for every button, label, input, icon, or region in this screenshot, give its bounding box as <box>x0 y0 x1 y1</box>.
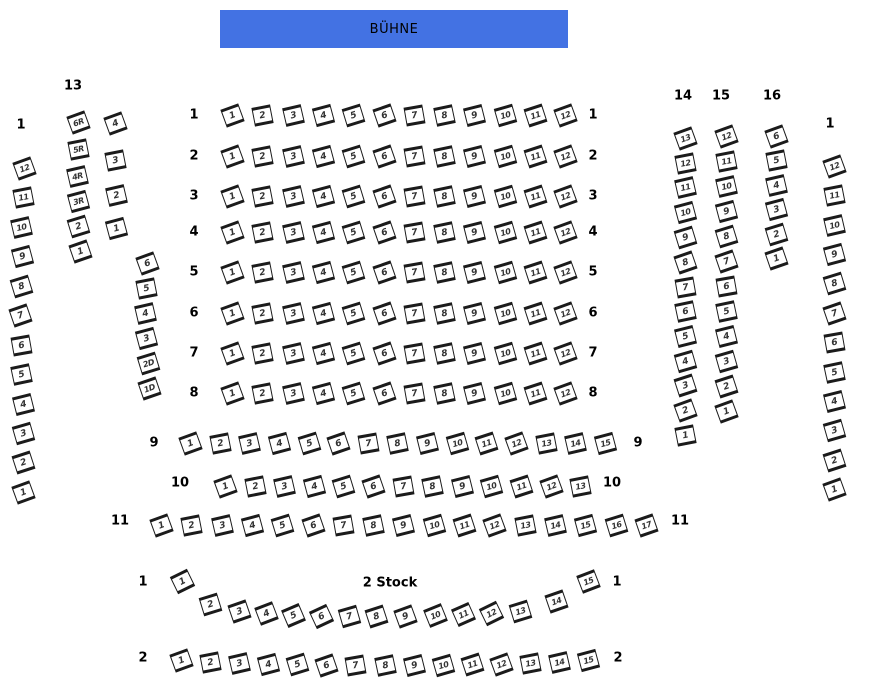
seat[interactable]: 15 <box>576 648 599 671</box>
seat[interactable]: 3 <box>228 652 251 675</box>
seat[interactable]: 14 <box>544 514 567 537</box>
seat[interactable]: 4R <box>66 165 89 188</box>
seat[interactable]: 10 <box>493 260 517 284</box>
seat[interactable]: 7 <box>714 249 738 273</box>
seat[interactable]: 4 <box>311 144 334 167</box>
seat[interactable]: 4 <box>714 324 737 347</box>
seat[interactable]: 9 <box>462 144 485 167</box>
seat[interactable]: 3 <box>238 432 261 455</box>
row-label: 14 <box>673 88 693 104</box>
seat[interactable]: 6 <box>361 474 385 498</box>
seat[interactable]: 12 <box>714 124 738 148</box>
row-label: 11 <box>670 513 690 529</box>
seat[interactable]: 5 <box>135 277 157 299</box>
seat[interactable]: 13 <box>514 514 536 536</box>
seat[interactable]: 2 <box>251 221 273 243</box>
seat[interactable]: 4 <box>311 341 334 364</box>
seat[interactable]: 2 <box>251 104 273 126</box>
seat[interactable]: 10 <box>423 603 448 628</box>
seat[interactable]: 10 <box>715 175 738 198</box>
seat[interactable]: 3 <box>282 342 305 365</box>
seat[interactable]: 10 <box>493 381 517 405</box>
seat[interactable]: 2 <box>66 214 90 238</box>
seat[interactable]: 5 <box>285 652 309 676</box>
seat[interactable]: 2 <box>105 184 128 207</box>
seat[interactable]: 12 <box>553 381 577 405</box>
seat[interactable]: 4 <box>267 431 290 454</box>
seat[interactable]: 2 <box>251 145 273 167</box>
seat[interactable]: 4 <box>765 174 788 197</box>
seat[interactable]: 5 <box>341 103 365 127</box>
seat[interactable]: 8 <box>421 475 444 498</box>
seat[interactable]: 4 <box>103 111 127 135</box>
seat[interactable]: 1 <box>149 513 173 537</box>
seat[interactable]: 2 <box>251 302 273 324</box>
seat[interactable]: 2 <box>209 432 231 454</box>
seat[interactable]: 2 <box>251 185 273 207</box>
seat[interactable]: 5 <box>341 184 365 208</box>
seat[interactable]: 4 <box>311 301 334 324</box>
seat[interactable]: 9 <box>393 604 417 628</box>
seat[interactable]: 1 <box>68 239 92 263</box>
row-label: 2 <box>138 650 148 666</box>
seat[interactable]: 12 <box>482 513 506 537</box>
row-label: 9 <box>633 435 643 451</box>
seat[interactable]: 9 <box>462 184 485 207</box>
seat[interactable]: 12 <box>478 600 503 625</box>
seat[interactable]: 8 <box>433 104 456 127</box>
seat[interactable]: 5 <box>341 260 365 284</box>
seat[interactable]: 15 <box>576 569 601 594</box>
seat[interactable]: 4 <box>822 389 845 412</box>
seat[interactable]: 7 <box>392 475 414 497</box>
row-label: 4 <box>189 224 199 240</box>
row-label: 1 <box>588 107 598 123</box>
seat[interactable]: 3 <box>273 475 296 498</box>
seat[interactable]: 8 <box>374 654 397 677</box>
seat[interactable]: 9 <box>462 341 485 364</box>
seat[interactable]: 6 <box>372 103 396 127</box>
seat[interactable]: 9 <box>714 199 737 222</box>
seat[interactable]: 9 <box>450 474 473 497</box>
seat[interactable]: 4 <box>11 392 34 415</box>
seat[interactable]: 9 <box>822 242 845 265</box>
seat[interactable]: 10 <box>431 653 455 677</box>
seat[interactable]: 7 <box>403 302 425 324</box>
seat[interactable]: 11 <box>523 184 547 208</box>
seat[interactable]: 4 <box>302 474 325 497</box>
seat[interactable]: 2D <box>136 351 160 375</box>
seat[interactable]: 8 <box>433 342 456 365</box>
seat[interactable]: 10 <box>479 474 503 498</box>
seat[interactable]: 1 <box>220 184 244 208</box>
seat[interactable]: 6 <box>314 653 338 677</box>
seat[interactable]: 7 <box>357 432 379 454</box>
seat[interactable]: 12 <box>822 154 846 178</box>
seat[interactable]: 7 <box>403 145 425 167</box>
row-label: 6 <box>588 305 598 321</box>
seat[interactable]: 10 <box>493 184 517 208</box>
seat[interactable]: 9 <box>462 301 485 324</box>
seat[interactable]: 1 <box>220 144 244 168</box>
row-label: 5 <box>189 264 199 280</box>
seat[interactable]: 12 <box>674 152 696 174</box>
seat[interactable]: 5 <box>673 324 696 347</box>
seat[interactable]: 4 <box>256 652 279 675</box>
seat[interactable]: 3 <box>282 261 305 284</box>
seat[interactable]: 2 <box>244 475 266 497</box>
row-label: 15 <box>711 88 731 104</box>
seat[interactable]: 3 <box>714 349 738 373</box>
seat[interactable]: 3 <box>282 221 305 244</box>
seat[interactable]: 5 <box>823 361 846 384</box>
row-label: 2 Stock <box>362 575 418 591</box>
row-label: 1 <box>612 574 622 590</box>
seat[interactable]: 13 <box>569 475 591 497</box>
seat[interactable]: 5 <box>281 603 306 628</box>
row-label: 1 <box>16 117 26 133</box>
seat[interactable]: 4 <box>673 349 697 373</box>
seat[interactable]: 15 <box>593 431 616 454</box>
seat[interactable]: 9 <box>462 260 485 283</box>
seat[interactable]: 5 <box>765 149 787 171</box>
seat[interactable]: 12 <box>553 220 577 244</box>
seat[interactable]: 9 <box>462 103 485 126</box>
seat[interactable]: 6 <box>372 381 396 405</box>
seat[interactable]: 3 <box>673 373 697 397</box>
seat[interactable]: 1 <box>674 424 696 446</box>
seat[interactable]: 6 <box>372 341 396 365</box>
row-label: 3 <box>588 188 598 204</box>
seat[interactable]: 8 <box>433 185 456 208</box>
seat[interactable]: 11 <box>715 150 737 172</box>
seat[interactable]: 8 <box>433 382 456 405</box>
seat[interactable]: 6 <box>301 513 325 537</box>
seat[interactable]: 13 <box>673 126 697 150</box>
seat[interactable]: 2 <box>764 222 788 246</box>
row-label: 6 <box>189 305 199 321</box>
seat[interactable]: 12 <box>553 103 577 127</box>
seat[interactable]: 1D <box>137 376 161 400</box>
seat[interactable]: 6 <box>372 184 396 208</box>
seat[interactable]: 6 <box>372 144 396 168</box>
seat[interactable]: 14 <box>544 589 568 613</box>
seat[interactable]: 12 <box>553 144 577 168</box>
seat[interactable]: 6 <box>715 275 737 297</box>
seat[interactable]: 8 <box>433 221 456 244</box>
stage-label: BÜHNE <box>369 21 419 37</box>
seat[interactable]: 5 <box>341 220 365 244</box>
seat[interactable]: 12 <box>539 474 563 498</box>
row-label: 7 <box>189 345 199 361</box>
seat[interactable]: 11 <box>523 103 547 127</box>
seat[interactable]: 5 <box>10 363 33 386</box>
seat[interactable]: 10 <box>823 214 846 237</box>
seat[interactable]: 1 <box>764 246 788 270</box>
row-label: 4 <box>588 224 598 240</box>
seat[interactable]: 11 <box>523 260 547 284</box>
row-label: 9 <box>149 435 159 451</box>
seat[interactable]: 10 <box>10 216 33 239</box>
seat[interactable]: 2 <box>251 342 273 364</box>
seat[interactable]: 1 <box>220 301 244 325</box>
seat[interactable]: 13 <box>535 432 557 454</box>
row-label: 10 <box>602 475 622 491</box>
seat[interactable]: 7 <box>403 185 425 207</box>
seat[interactable]: 9 <box>462 381 485 404</box>
seat[interactable]: 2 <box>199 651 221 673</box>
seat[interactable]: 7 <box>403 104 425 126</box>
seat[interactable]: 3 <box>211 514 234 537</box>
seat[interactable]: 1 <box>220 341 244 365</box>
seat[interactable]: 9 <box>462 220 485 243</box>
seat[interactable]: 8 <box>433 145 456 168</box>
seat[interactable]: 3 <box>282 104 305 127</box>
seat[interactable]: 5 <box>270 513 294 537</box>
seat[interactable]: 9 <box>415 431 438 454</box>
seat[interactable]: 7 <box>822 301 846 325</box>
seat[interactable]: 13 <box>519 652 541 674</box>
seat[interactable]: 6R <box>66 110 90 134</box>
seat[interactable]: 10 <box>493 220 517 244</box>
seat[interactable]: 10 <box>445 431 469 455</box>
seat[interactable]: 8 <box>714 224 738 248</box>
seat[interactable]: 6 <box>10 334 32 356</box>
seat[interactable]: 2 <box>251 261 273 283</box>
seat[interactable]: 4 <box>311 381 334 404</box>
seat[interactable]: 11 <box>12 186 34 208</box>
seat[interactable]: 11 <box>452 513 476 537</box>
seat[interactable]: 11 <box>523 341 547 365</box>
seat[interactable]: 4 <box>311 103 334 126</box>
seat[interactable]: 2 <box>673 398 697 422</box>
row-label: 2 <box>613 650 623 666</box>
seat[interactable]: 16 <box>604 513 628 537</box>
seat[interactable]: 8 <box>364 604 388 628</box>
seat[interactable]: 11 <box>674 176 697 199</box>
seat[interactable]: 7 <box>8 303 32 327</box>
seat[interactable]: 14 <box>548 651 571 674</box>
row-label: 7 <box>588 345 598 361</box>
seat[interactable]: 3R <box>66 189 89 212</box>
seat[interactable]: 13 <box>508 599 532 623</box>
row-label: 16 <box>762 88 782 104</box>
seat[interactable]: 8 <box>362 514 385 537</box>
seat[interactable]: 3 <box>282 145 305 168</box>
seat[interactable]: 2 <box>198 592 222 616</box>
seat[interactable]: 6 <box>135 251 159 275</box>
seat[interactable]: 7 <box>403 342 425 364</box>
seat[interactable]: 10 <box>493 103 517 127</box>
row-label: 13 <box>63 78 83 94</box>
seat[interactable]: 11 <box>450 601 475 626</box>
seat[interactable]: 8 <box>673 250 697 274</box>
seat[interactable]: 10 <box>493 144 517 168</box>
row-label: 1 <box>189 107 199 123</box>
seat[interactable]: 3 <box>11 421 35 445</box>
seat[interactable]: 10 <box>493 341 517 365</box>
seat[interactable]: 17 <box>634 513 658 537</box>
seat[interactable]: 6 <box>823 331 845 353</box>
seat[interactable]: 7 <box>403 221 425 243</box>
seat[interactable]: 5 <box>341 381 365 405</box>
seat[interactable]: 9 <box>402 653 425 676</box>
seat[interactable]: 11 <box>474 431 498 455</box>
seat[interactable]: 4 <box>254 601 279 626</box>
seat[interactable]: 1 <box>169 648 193 672</box>
seat[interactable]: 1 <box>213 474 237 498</box>
seat[interactable]: 6 <box>764 124 788 148</box>
seat[interactable]: 9 <box>391 513 414 536</box>
row-label: 8 <box>588 385 598 401</box>
seat[interactable]: 5 <box>341 341 365 365</box>
row-label: 10 <box>170 475 190 491</box>
row-label: 11 <box>110 513 130 529</box>
seat[interactable]: 3 <box>227 599 251 623</box>
seat[interactable]: 2 <box>714 374 738 398</box>
seat[interactable]: 1 <box>104 216 127 239</box>
seat[interactable]: 8 <box>433 261 456 284</box>
seat[interactable]: 9 <box>10 244 33 267</box>
seat[interactable]: 12 <box>504 431 528 455</box>
seat[interactable]: 11 <box>460 652 484 676</box>
seat[interactable]: 8 <box>822 271 846 295</box>
seat[interactable]: 1 <box>220 103 244 127</box>
seat[interactable]: 12 <box>553 301 577 325</box>
seat[interactable]: 12 <box>553 341 577 365</box>
row-label: 8 <box>189 385 199 401</box>
seat[interactable]: 5 <box>331 474 355 498</box>
seat[interactable]: 7 <box>403 382 425 404</box>
seat[interactable]: 3 <box>282 185 305 208</box>
seat[interactable]: 9 <box>673 225 697 249</box>
seat[interactable]: 6 <box>372 301 396 325</box>
seat[interactable]: 14 <box>564 432 587 455</box>
seat[interactable]: 4 <box>311 220 334 243</box>
seat[interactable]: 5 <box>341 144 365 168</box>
seat[interactable]: 12 <box>553 184 577 208</box>
seat[interactable]: 11 <box>523 381 547 405</box>
seat[interactable]: 1 <box>822 477 846 501</box>
seat[interactable]: 2 <box>180 514 202 536</box>
row-label: 1 <box>825 116 835 132</box>
seat[interactable]: 8 <box>386 432 409 455</box>
seat[interactable]: 2 <box>251 382 273 404</box>
seat[interactable]: 2 <box>11 450 35 474</box>
seat[interactable]: 7 <box>674 276 696 298</box>
seat[interactable]: 6 <box>372 260 396 284</box>
seat[interactable]: 7 <box>344 654 366 676</box>
seat[interactable]: 8 <box>433 302 456 325</box>
seat[interactable]: 10 <box>493 301 517 325</box>
seat[interactable]: 1 <box>11 480 35 504</box>
seat[interactable]: 6 <box>326 431 350 455</box>
seat[interactable]: 11 <box>523 301 547 325</box>
seat[interactable]: 11 <box>823 184 845 206</box>
stage <box>220 10 568 48</box>
seat[interactable]: 12 <box>553 260 577 284</box>
seat[interactable]: 11 <box>523 144 547 168</box>
seat[interactable]: 1 <box>220 381 244 405</box>
row-label: 2 <box>588 148 598 164</box>
seat[interactable]: 7 <box>332 514 354 536</box>
seat[interactable]: 1 <box>220 260 244 284</box>
seat[interactable]: 2 <box>822 448 846 472</box>
seat[interactable]: 10 <box>422 513 446 537</box>
seat[interactable]: 1 <box>220 220 244 244</box>
seat[interactable]: 3 <box>104 149 126 171</box>
seat[interactable]: 4 <box>240 513 263 536</box>
seat[interactable]: 12 <box>12 156 36 180</box>
seat[interactable]: 4 <box>311 260 334 283</box>
seat[interactable]: 3 <box>282 302 305 325</box>
seat[interactable]: 15 <box>573 513 596 536</box>
seat[interactable]: 11 <box>509 474 533 498</box>
seat[interactable]: 7 <box>337 604 361 628</box>
seat[interactable]: 10 <box>673 200 696 223</box>
seat[interactable]: 11 <box>523 220 547 244</box>
seat[interactable]: 5R <box>67 138 89 160</box>
seat[interactable]: 3 <box>764 197 787 220</box>
row-label: 5 <box>588 264 598 280</box>
seat[interactable]: 1 <box>178 431 202 455</box>
seat[interactable]: 3 <box>282 382 305 405</box>
seat[interactable]: 4 <box>134 302 157 325</box>
seat[interactable]: 5 <box>715 300 738 323</box>
seat[interactable]: 8 <box>9 274 33 298</box>
seat[interactable]: 12 <box>489 652 513 676</box>
seat[interactable]: 6 <box>308 603 333 628</box>
row-label: 1 <box>138 574 148 590</box>
row-label: 2 <box>189 148 199 164</box>
seat[interactable]: 1 <box>714 399 738 423</box>
seat[interactable]: 4 <box>311 184 334 207</box>
seat[interactable]: 7 <box>403 261 425 283</box>
seat[interactable]: 5 <box>297 431 321 455</box>
seat[interactable]: 3 <box>822 418 846 442</box>
seat[interactable]: 1 <box>169 568 194 593</box>
row-label: 3 <box>189 188 199 204</box>
seat[interactable]: 6 <box>674 300 697 323</box>
seat[interactable]: 5 <box>341 301 365 325</box>
seat[interactable]: 3 <box>134 326 157 349</box>
seat[interactable]: 6 <box>372 220 396 244</box>
